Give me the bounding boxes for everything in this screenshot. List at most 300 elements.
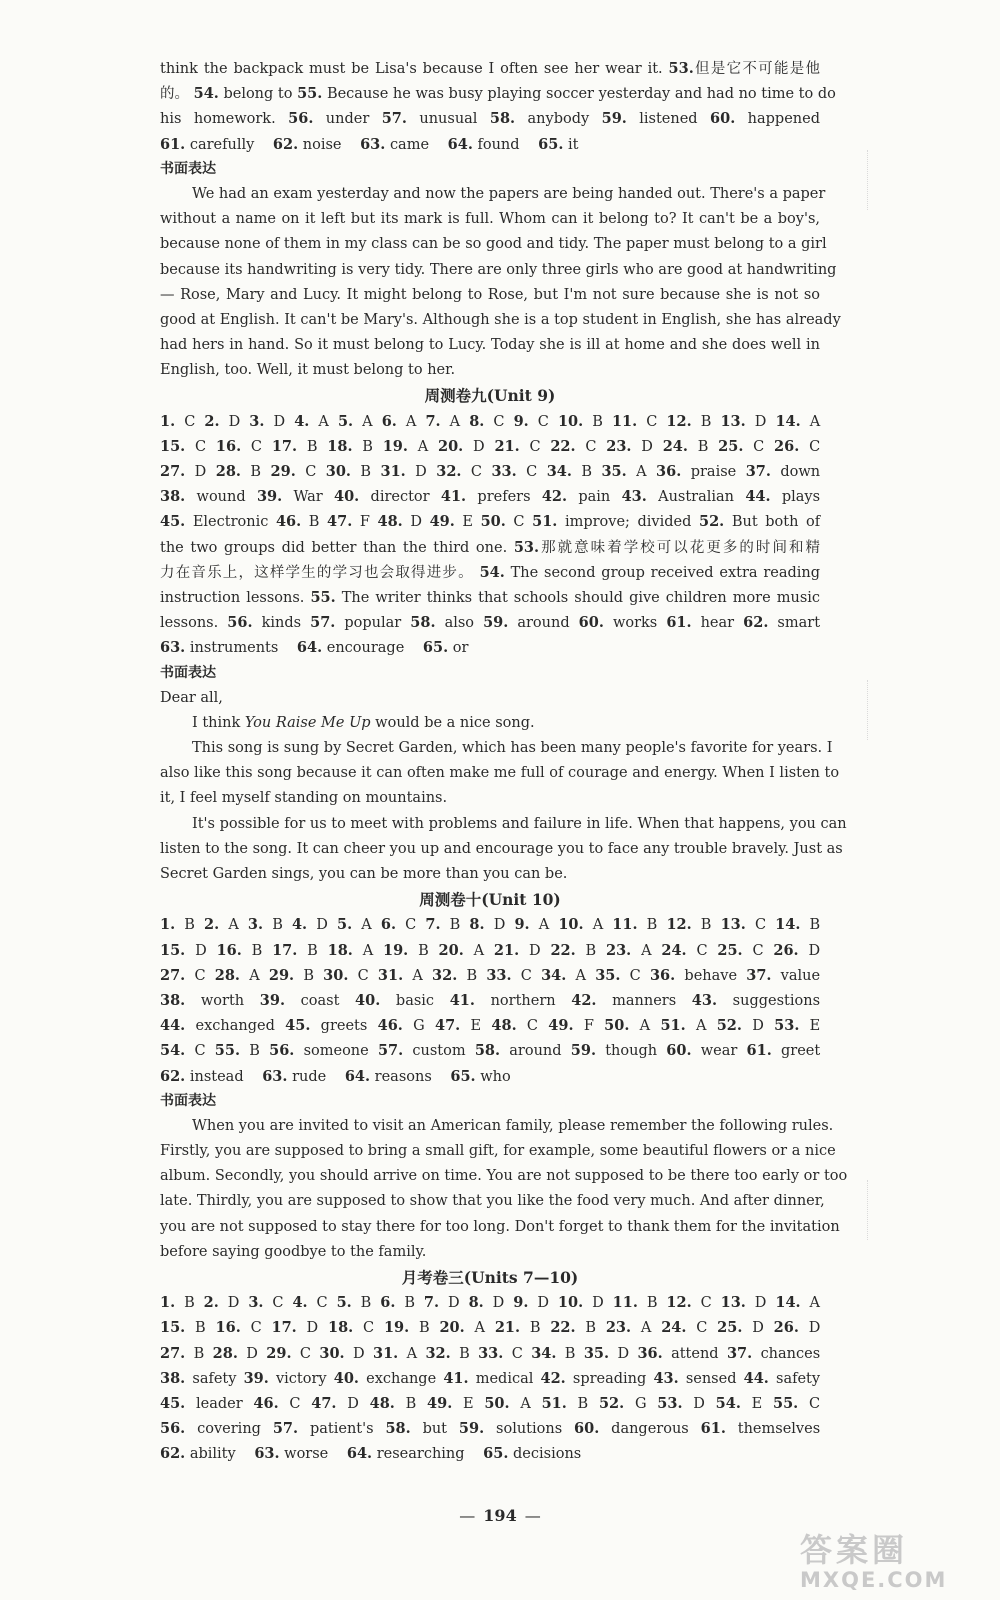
question-number: 24. bbox=[662, 437, 688, 455]
question-number: 46. bbox=[377, 1017, 403, 1035]
answer-text: B bbox=[249, 1043, 260, 1060]
answer-text: A bbox=[641, 942, 652, 959]
answer-text: D bbox=[754, 413, 767, 430]
answer-text: D bbox=[592, 1295, 604, 1312]
question-number: 30. bbox=[325, 463, 351, 480]
answer-item bbox=[612, 917, 657, 933]
answer-item: 64. encourage bbox=[296, 639, 405, 657]
answer-item bbox=[345, 1064, 432, 1090]
question-number: 15. bbox=[160, 941, 186, 959]
answer-text: B bbox=[529, 1320, 541, 1337]
answer-text: C bbox=[809, 438, 821, 455]
question-number: 20. bbox=[438, 437, 464, 455]
essay-line: When you are invited to visit an American family, please remember the following rules. bbox=[192, 1117, 834, 1134]
question-number: 44. bbox=[743, 1369, 769, 1387]
answer-item bbox=[773, 1396, 820, 1412]
answer-item bbox=[217, 943, 263, 959]
question-number: 17. bbox=[272, 941, 298, 959]
answer-item bbox=[430, 514, 473, 530]
essay-line: because none of them in my class can be so good and tidy. The paper must belong to a girl bbox=[160, 236, 827, 253]
answer-item: 61. hear bbox=[666, 614, 735, 632]
question-number: 32. bbox=[432, 966, 458, 984]
answer-item bbox=[558, 1295, 604, 1311]
question-number: 50. bbox=[604, 1017, 630, 1035]
answer-text: F bbox=[583, 1018, 594, 1035]
answer-row bbox=[160, 1064, 820, 1089]
answer-text: D bbox=[537, 1295, 549, 1312]
answer-text: attend bbox=[671, 1345, 719, 1362]
answer-item bbox=[378, 514, 422, 530]
question-number: 19. bbox=[383, 1319, 410, 1337]
answer-item: 59. around bbox=[483, 614, 570, 632]
answer-item bbox=[160, 968, 206, 984]
answer-text: B bbox=[697, 438, 709, 455]
answer-text: A bbox=[695, 1018, 707, 1035]
answer-text: A bbox=[449, 413, 461, 430]
answer-item: 58. anybody bbox=[489, 110, 590, 128]
question-number: 25. bbox=[717, 1319, 743, 1337]
answer-item bbox=[213, 1346, 258, 1362]
answer-item bbox=[775, 917, 820, 933]
question-number: 36. bbox=[637, 1344, 663, 1362]
answer-item bbox=[160, 1346, 204, 1362]
answer-text: rude bbox=[292, 1068, 327, 1085]
answer-text: C bbox=[537, 413, 549, 430]
answer-item: 59. listened bbox=[601, 110, 698, 128]
answer-text: C bbox=[289, 1395, 301, 1412]
question-number: 39. bbox=[256, 488, 283, 506]
question-number: 14. bbox=[775, 916, 801, 934]
answer-text: coast bbox=[300, 992, 340, 1009]
answer-text: leader bbox=[195, 1395, 243, 1412]
answer-text: decisions bbox=[513, 1446, 582, 1463]
answer-item bbox=[450, 1064, 510, 1090]
answer-text: B bbox=[577, 1395, 589, 1412]
question-number: 41. bbox=[449, 991, 475, 1009]
question-number: 3. bbox=[249, 412, 265, 430]
answer-item bbox=[160, 1043, 206, 1059]
answer-text: B bbox=[646, 1295, 658, 1312]
question-number: 16. bbox=[216, 941, 242, 959]
answer-text: D bbox=[493, 917, 506, 934]
question-number: 17. bbox=[271, 1319, 297, 1337]
question-number: 15. bbox=[160, 1319, 186, 1337]
answer-item bbox=[385, 1421, 447, 1437]
answer-item bbox=[273, 1421, 374, 1437]
question-number: 22. bbox=[550, 941, 576, 959]
answer-item bbox=[613, 1295, 658, 1311]
answer-item bbox=[718, 439, 764, 455]
question-number: 65. bbox=[483, 1445, 509, 1463]
answer-item bbox=[326, 464, 371, 480]
answer-item bbox=[378, 968, 423, 984]
question-number: 2. bbox=[204, 916, 220, 934]
answer-item bbox=[425, 917, 460, 933]
question-number: 28. bbox=[215, 463, 241, 480]
question-number: 5. bbox=[336, 1294, 352, 1312]
answer-item bbox=[494, 943, 541, 959]
answer-item bbox=[160, 1064, 244, 1090]
answer-item bbox=[347, 1441, 465, 1467]
answer-text: D bbox=[808, 1320, 821, 1337]
answer-item bbox=[249, 414, 285, 430]
answer-line: think the backpack must be Lisa's because I often see her wear it. 53.但是它不可能是他 bbox=[160, 60, 821, 77]
answer-text: Australian bbox=[658, 489, 735, 506]
question-number: 4. bbox=[291, 916, 308, 934]
answer-item bbox=[494, 439, 540, 455]
answer-item bbox=[271, 1320, 318, 1336]
answer-text: plays bbox=[781, 489, 821, 506]
answer-text: C bbox=[357, 967, 369, 984]
answer-text: B bbox=[193, 1345, 205, 1362]
question-number: 37. bbox=[745, 463, 771, 480]
question-number: 23. bbox=[606, 437, 632, 455]
answer-item bbox=[215, 1043, 260, 1059]
answer-text: B bbox=[250, 464, 262, 480]
answer-text: pain bbox=[578, 489, 611, 506]
essay-greeting: Dear all, bbox=[160, 689, 223, 706]
question-number: 44. bbox=[745, 488, 771, 506]
answer-item bbox=[381, 917, 416, 933]
answer-item: 63. instruments bbox=[160, 639, 279, 657]
answer-text: D bbox=[347, 1395, 359, 1412]
question-number: 62. bbox=[160, 1445, 186, 1463]
answer-item bbox=[160, 414, 195, 430]
question-number: 26. bbox=[774, 437, 800, 455]
question-number: 21. bbox=[494, 437, 520, 455]
question-number: 21. bbox=[493, 941, 520, 959]
question-number: 4. bbox=[294, 412, 310, 430]
question-number: 54. bbox=[715, 1394, 741, 1412]
answer-item bbox=[606, 439, 653, 455]
answer-item bbox=[606, 1320, 652, 1336]
answer-item bbox=[338, 414, 373, 430]
answer-item bbox=[478, 1346, 523, 1362]
question-number: 35. bbox=[595, 966, 621, 984]
answer-item bbox=[262, 1064, 326, 1090]
answer-text: C bbox=[250, 438, 263, 455]
question-number: 47. bbox=[435, 1017, 461, 1035]
question-number: 8. bbox=[469, 916, 485, 934]
answer-item bbox=[514, 917, 549, 933]
answer-item: 63. came bbox=[360, 135, 430, 153]
question-number: 23. bbox=[605, 1319, 632, 1337]
answer-item bbox=[160, 1295, 195, 1311]
question-number: 26. bbox=[773, 941, 799, 959]
answer-item: 56. kinds bbox=[227, 614, 302, 632]
answer-item bbox=[269, 968, 314, 984]
answer-row bbox=[160, 1290, 820, 1315]
question-number: 12. bbox=[666, 916, 692, 934]
answer-text: C bbox=[513, 514, 525, 531]
essay-line: It's possible for us to meet with problems and failure in life. When that happens, you can bbox=[192, 815, 847, 832]
answer-item bbox=[481, 514, 525, 530]
writing-label: 书面表达 bbox=[160, 664, 216, 681]
answer-item bbox=[531, 1346, 575, 1362]
answer-item bbox=[443, 1371, 533, 1387]
answer-row bbox=[160, 434, 820, 459]
answer-item bbox=[215, 968, 260, 984]
question-number: 58. bbox=[474, 1042, 501, 1060]
question-number: 8. bbox=[469, 412, 485, 430]
answer-line: his homework. 56. under 57. unusual 58. anybody 59. listened 60. happened bbox=[160, 110, 821, 128]
answer-text: D bbox=[641, 438, 653, 455]
answer-item bbox=[666, 414, 711, 430]
answer-text: wound bbox=[196, 489, 246, 506]
answer-text: War bbox=[293, 489, 323, 506]
question-number: 47. bbox=[327, 513, 353, 531]
answer-text: D bbox=[752, 1320, 764, 1337]
answer-text: B bbox=[646, 917, 658, 934]
answer-item bbox=[160, 1441, 236, 1467]
question-number: 24. bbox=[661, 941, 687, 959]
question-number: 24. bbox=[661, 1319, 687, 1337]
question-number: 10. bbox=[557, 1294, 584, 1312]
question-number: 53. bbox=[774, 1017, 800, 1035]
answer-text: A bbox=[228, 917, 239, 934]
answer-item bbox=[469, 1295, 505, 1311]
answer-text: D bbox=[752, 1018, 764, 1035]
answer-text: B bbox=[360, 464, 372, 480]
question-number: 42. bbox=[571, 991, 597, 1009]
answer-text: C bbox=[585, 438, 597, 455]
question-number: 39. bbox=[259, 991, 285, 1009]
question-number: 6. bbox=[380, 1294, 396, 1312]
answer-item bbox=[547, 464, 592, 480]
question-number: 34. bbox=[546, 463, 572, 480]
question-number: 18. bbox=[327, 941, 353, 959]
answer-item bbox=[606, 943, 652, 959]
answer-item bbox=[716, 1396, 763, 1412]
question-number: 31. bbox=[377, 966, 404, 984]
answer-text: B bbox=[564, 1345, 576, 1362]
question-number: 31. bbox=[372, 1344, 399, 1362]
answer-text: reasons bbox=[374, 1068, 432, 1085]
question-number: 61. bbox=[746, 1042, 772, 1060]
answer-text: B bbox=[459, 1345, 470, 1362]
answer-item bbox=[469, 917, 505, 933]
answer-item bbox=[216, 439, 262, 455]
question-number: 59. bbox=[458, 1420, 485, 1438]
question-number: 57. bbox=[377, 1042, 404, 1060]
answer-item bbox=[717, 943, 763, 959]
answer-text: A bbox=[362, 942, 374, 959]
question-number: 43. bbox=[621, 488, 647, 506]
answer-text: spreading bbox=[572, 1370, 647, 1387]
answer-text: B bbox=[303, 967, 314, 984]
answer-text: A bbox=[417, 438, 429, 455]
answer-text: C bbox=[511, 1345, 523, 1362]
answer-text: victory bbox=[275, 1370, 327, 1387]
answer-item bbox=[424, 1295, 460, 1311]
question-number: 16. bbox=[215, 1319, 241, 1337]
answer-text: C bbox=[752, 942, 764, 959]
answer-text: suggestions bbox=[732, 992, 821, 1009]
answer-item bbox=[571, 1043, 657, 1059]
answer-text: A bbox=[639, 1018, 651, 1035]
answer-item bbox=[337, 917, 372, 933]
question-number: 17. bbox=[271, 437, 298, 455]
answer-item bbox=[381, 464, 427, 480]
answer-text: dangerous bbox=[611, 1421, 689, 1438]
answer-row bbox=[160, 509, 820, 534]
question-number: 47. bbox=[311, 1394, 337, 1412]
answer-item bbox=[469, 414, 504, 430]
question-number: 7. bbox=[423, 1294, 440, 1312]
answer-text: D bbox=[227, 1295, 240, 1312]
question-number: 38. bbox=[160, 488, 186, 506]
essay-line: I think You Raise Me Up would be a nice song. bbox=[192, 714, 535, 731]
answer-item bbox=[271, 464, 317, 480]
answer-item bbox=[160, 464, 206, 480]
answer-item: 62. smart bbox=[743, 614, 821, 632]
answer-item: 62. noise bbox=[272, 135, 342, 153]
answer-text: who bbox=[480, 1068, 511, 1085]
answer-item bbox=[550, 943, 596, 959]
margin-mark bbox=[867, 680, 870, 740]
answer-text: improve; divided bbox=[564, 514, 692, 531]
answer-item bbox=[495, 1320, 541, 1336]
question-number: 29. bbox=[268, 966, 295, 984]
answer-row bbox=[160, 938, 820, 963]
question-number: 12. bbox=[666, 412, 692, 430]
answer-line: 力在音乐上，这样学生的学习也会取得进步。 54. The second group received extra reading bbox=[160, 563, 821, 581]
answer-text: C bbox=[493, 413, 505, 430]
answer-text: B bbox=[809, 917, 821, 934]
answer-item bbox=[269, 1043, 369, 1059]
essay-line: had hers in hand. So it must belong to Lucy. Today she is ill at home and she does well in bbox=[160, 337, 820, 354]
question-number: 18. bbox=[327, 437, 353, 455]
answer-item: 65. it bbox=[538, 135, 579, 153]
answer-row bbox=[160, 1315, 820, 1340]
question-number: 16. bbox=[215, 437, 242, 455]
question-number: 43. bbox=[653, 1369, 679, 1387]
answer-text: but bbox=[422, 1421, 448, 1438]
answer-text: B bbox=[184, 917, 195, 934]
question-number: 48. bbox=[491, 1017, 517, 1035]
question-number: 27. bbox=[160, 1344, 186, 1362]
answer-text: D bbox=[754, 1295, 767, 1312]
answer-item bbox=[721, 917, 766, 933]
answer-item bbox=[439, 1320, 485, 1336]
answer-item: 57. unusual bbox=[381, 110, 478, 128]
answer-text: C bbox=[184, 413, 196, 430]
question-number: 40. bbox=[333, 1369, 359, 1387]
question-number: 6. bbox=[381, 412, 397, 430]
answer-text: greets bbox=[320, 1018, 368, 1035]
watermark-logo: 答案圈 MXQE.COM bbox=[800, 1531, 948, 1592]
answer-item bbox=[514, 414, 549, 430]
answer-text: D bbox=[195, 942, 207, 959]
question-number: 40. bbox=[334, 488, 360, 506]
answer-text: D bbox=[693, 1395, 705, 1412]
question-number: 20. bbox=[438, 941, 464, 959]
answer-item bbox=[248, 917, 283, 933]
answer-text: D bbox=[316, 917, 328, 934]
answer-text: A bbox=[473, 942, 485, 959]
question-number: 46. bbox=[275, 513, 302, 531]
answer-item bbox=[604, 1018, 650, 1034]
question-number: 19. bbox=[382, 437, 408, 455]
answer-text: A bbox=[640, 1320, 652, 1337]
answer-item bbox=[622, 489, 734, 505]
answer-item bbox=[327, 514, 370, 530]
song-title: You Raise Me Up bbox=[244, 714, 371, 731]
answer-line: instruction lessons. 55. The writer thinks that schools should give children more music bbox=[160, 588, 821, 606]
answer-text: exchanged bbox=[195, 1018, 275, 1035]
answer-text: D bbox=[246, 1345, 258, 1362]
question-number: 4. bbox=[292, 1294, 308, 1312]
answer-row bbox=[160, 1416, 820, 1441]
answer-item bbox=[744, 1371, 820, 1387]
question-number: 9. bbox=[513, 412, 529, 430]
answer-item bbox=[584, 1346, 629, 1362]
answer-row bbox=[160, 963, 820, 988]
answer-row bbox=[160, 1366, 820, 1391]
question-number: 30. bbox=[323, 966, 349, 984]
answer-item bbox=[699, 514, 820, 530]
answer-text: C bbox=[526, 464, 538, 480]
question-number: 49. bbox=[429, 513, 455, 531]
essay-line: also like this song because it can often make me full of courage and energy. When I listen to bbox=[160, 765, 840, 782]
question-number: 5. bbox=[337, 916, 353, 934]
question-number: 64. bbox=[344, 1067, 371, 1085]
answer-item bbox=[459, 1421, 562, 1437]
answer-item bbox=[160, 993, 244, 1009]
answer-text: F bbox=[359, 514, 370, 531]
question-number: 7. bbox=[425, 412, 441, 430]
question-number: 2. bbox=[204, 412, 220, 430]
answer-text: A bbox=[474, 1320, 485, 1337]
answer-item bbox=[745, 489, 820, 505]
essay-line: good at English. It can't be Mary's. Although she is a top student in English, she has already bbox=[160, 311, 841, 328]
answer-text: someone bbox=[303, 1043, 369, 1060]
answer-item bbox=[328, 1320, 374, 1336]
question-number: 61. bbox=[700, 1420, 726, 1438]
question-number: 3. bbox=[247, 916, 264, 934]
answer-item bbox=[323, 968, 369, 984]
question-number: 25. bbox=[718, 437, 744, 455]
question-number: 42. bbox=[540, 1369, 566, 1387]
question-number: 46. bbox=[253, 1394, 279, 1412]
question-number: 45. bbox=[285, 1017, 311, 1035]
answer-row bbox=[160, 1441, 820, 1466]
question-number: 22. bbox=[550, 437, 576, 455]
answer-row bbox=[160, 1013, 820, 1038]
question-number: 10. bbox=[557, 412, 584, 430]
answer-text: B bbox=[308, 514, 320, 531]
answer-text: A bbox=[809, 413, 821, 430]
answer-text: A bbox=[406, 1345, 418, 1362]
answer-item bbox=[370, 1396, 417, 1412]
answer-text: D bbox=[306, 1320, 319, 1337]
answer-row bbox=[160, 1341, 820, 1366]
answer-item bbox=[601, 464, 646, 480]
answer-item bbox=[272, 943, 318, 959]
answer-item bbox=[595, 968, 641, 984]
answer-text: value bbox=[780, 967, 821, 984]
answer-text: C bbox=[194, 967, 206, 984]
question-number: 55. bbox=[772, 1394, 799, 1412]
answer-item: 61. carefully bbox=[160, 135, 255, 153]
answer-item bbox=[666, 1043, 737, 1059]
answer-line bbox=[160, 635, 820, 660]
question-number: 13. bbox=[720, 1294, 746, 1312]
answer-text: C bbox=[316, 1295, 328, 1312]
question-number: 28. bbox=[212, 1344, 238, 1362]
answer-item bbox=[334, 489, 430, 505]
answer-item bbox=[160, 1320, 206, 1336]
